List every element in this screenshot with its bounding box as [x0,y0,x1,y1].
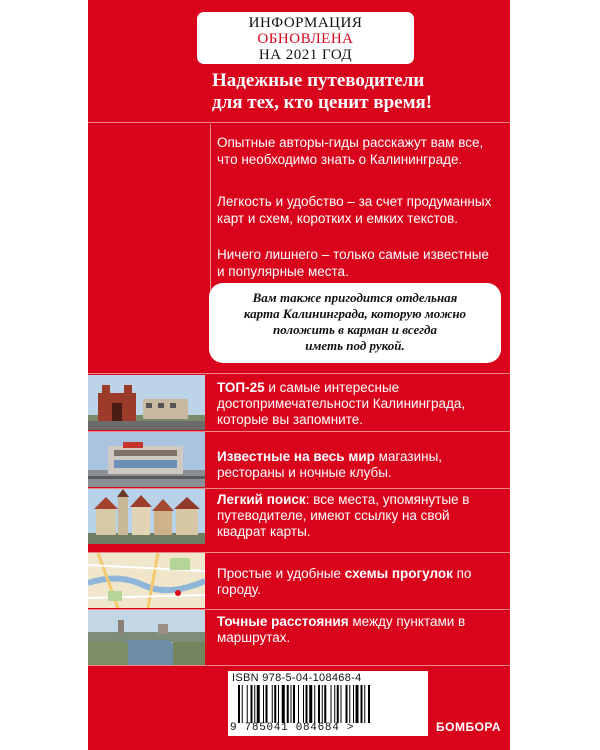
paragraph-convenience: Легкость и удобство – за счет продуманных карт и схем, коротких и емких текстов. [217,194,492,226]
barcode-bar [349,685,350,723]
city-gate-photo [88,375,205,430]
barcode-bar [322,685,323,723]
callout-line-4: иметь под рукой. [305,338,405,353]
feature-walks-bold: схемы прогулок [344,566,453,581]
feature-shops-bold: Известные на весь мир [217,449,375,464]
feature-search [217,492,502,540]
barcode-bar [341,685,342,723]
feature-shops-text: магазины, рестораны и ночные клубы. [217,449,443,480]
callout-line-3: положить в карман и всегда [273,322,437,337]
fishing-village-photo [88,489,205,544]
badge-line-1: ИНФОРМАЦИЯ [248,15,363,31]
barcode-bar [282,685,285,723]
barcode-bar [364,685,365,723]
barcode-bar [303,685,304,723]
barcode-bar [298,685,299,723]
barcode-bar [334,685,335,723]
shopping-center-photo [88,432,205,487]
barcode-bar [337,685,339,723]
barcode-bar [242,685,243,723]
feature-top25-bold: ТОП-25 [217,380,265,395]
divider-top [88,122,510,123]
callout-line-2: карта Калининграда, которую можно [243,306,467,321]
barcode-bar [346,685,348,723]
barcode-bar [293,685,295,723]
callout-line-1: Вам также пригодится отдельная [252,290,458,305]
paragraph-authors: Опытные авторы-гиды расскажут вам все, что необходимо знать о Калининграде. [217,135,484,167]
barcode-bar [272,685,273,723]
map-callout [209,283,501,363]
barcode-bar [291,685,292,723]
isbn-label: ISBN 978-5-04-108468-4 [232,672,362,684]
feature-top25-text: и самые интересные достопримечательности Калининграда, которые вы запомните. [217,380,466,427]
divider-bottom [88,665,510,666]
barcode [228,671,428,736]
barcode-bar [324,685,326,723]
feature-walks-pre: Простые и удобные [217,566,345,581]
barcode-bar [238,685,240,723]
barcode-bar [356,685,359,723]
headline-line-2: для тех, кто ценит время! [212,92,433,113]
divider-features [88,373,510,374]
barcode-bar [251,685,253,723]
badge-line-3: НА 2021 ГОД [258,47,353,63]
feature-distances-text: между пунктами в маршрутах. [217,614,466,645]
city-map-image [88,553,205,608]
barcode-digits: 9 785041 084684 > [230,722,355,734]
feature-distances [217,614,502,646]
feature-search-bold: Легкий поиск [217,492,306,507]
barcode-bar [254,685,255,723]
barcode-bar [361,685,363,723]
headline-line-1: Надежные путеводители [212,70,425,91]
river-panorama-photo [88,610,205,665]
headline [212,70,502,114]
feature-top25 [217,380,502,428]
feature-distances-bold: Точные расстояния [217,614,349,629]
feature-shops [217,449,502,481]
feature-walks [217,566,502,598]
barcode-bar [287,685,289,723]
paragraph-essentials: Ничего лишнего – только самые известные и популярные места. [217,247,489,279]
barcode-bar [257,685,260,723]
publisher-logo: БОМБОРА [436,720,502,734]
barcode-bar [274,685,276,723]
feature-walks-text: по городу. [217,566,472,597]
barcode-bar [331,685,332,723]
barcode-bar [353,685,354,723]
barcode-bar [318,685,320,723]
barcode-bar [368,685,370,723]
update-badge [197,12,414,64]
barcode-bar [314,685,315,723]
barcode-bar [263,685,264,723]
barcode-bar [278,685,279,723]
barcode-bar [247,685,248,723]
vertical-divider [210,124,211,294]
barcode-bar [266,685,268,723]
badge-line-2: ОБНОВЛЕНА [257,31,354,47]
feature-search-text: : все места, упомянутые в путеводителе, имеют ссылку на свой квадрат карты. [217,492,470,539]
barcode-bar [309,685,312,723]
barcode-bar [306,685,308,723]
barcode-bars [238,685,416,723]
